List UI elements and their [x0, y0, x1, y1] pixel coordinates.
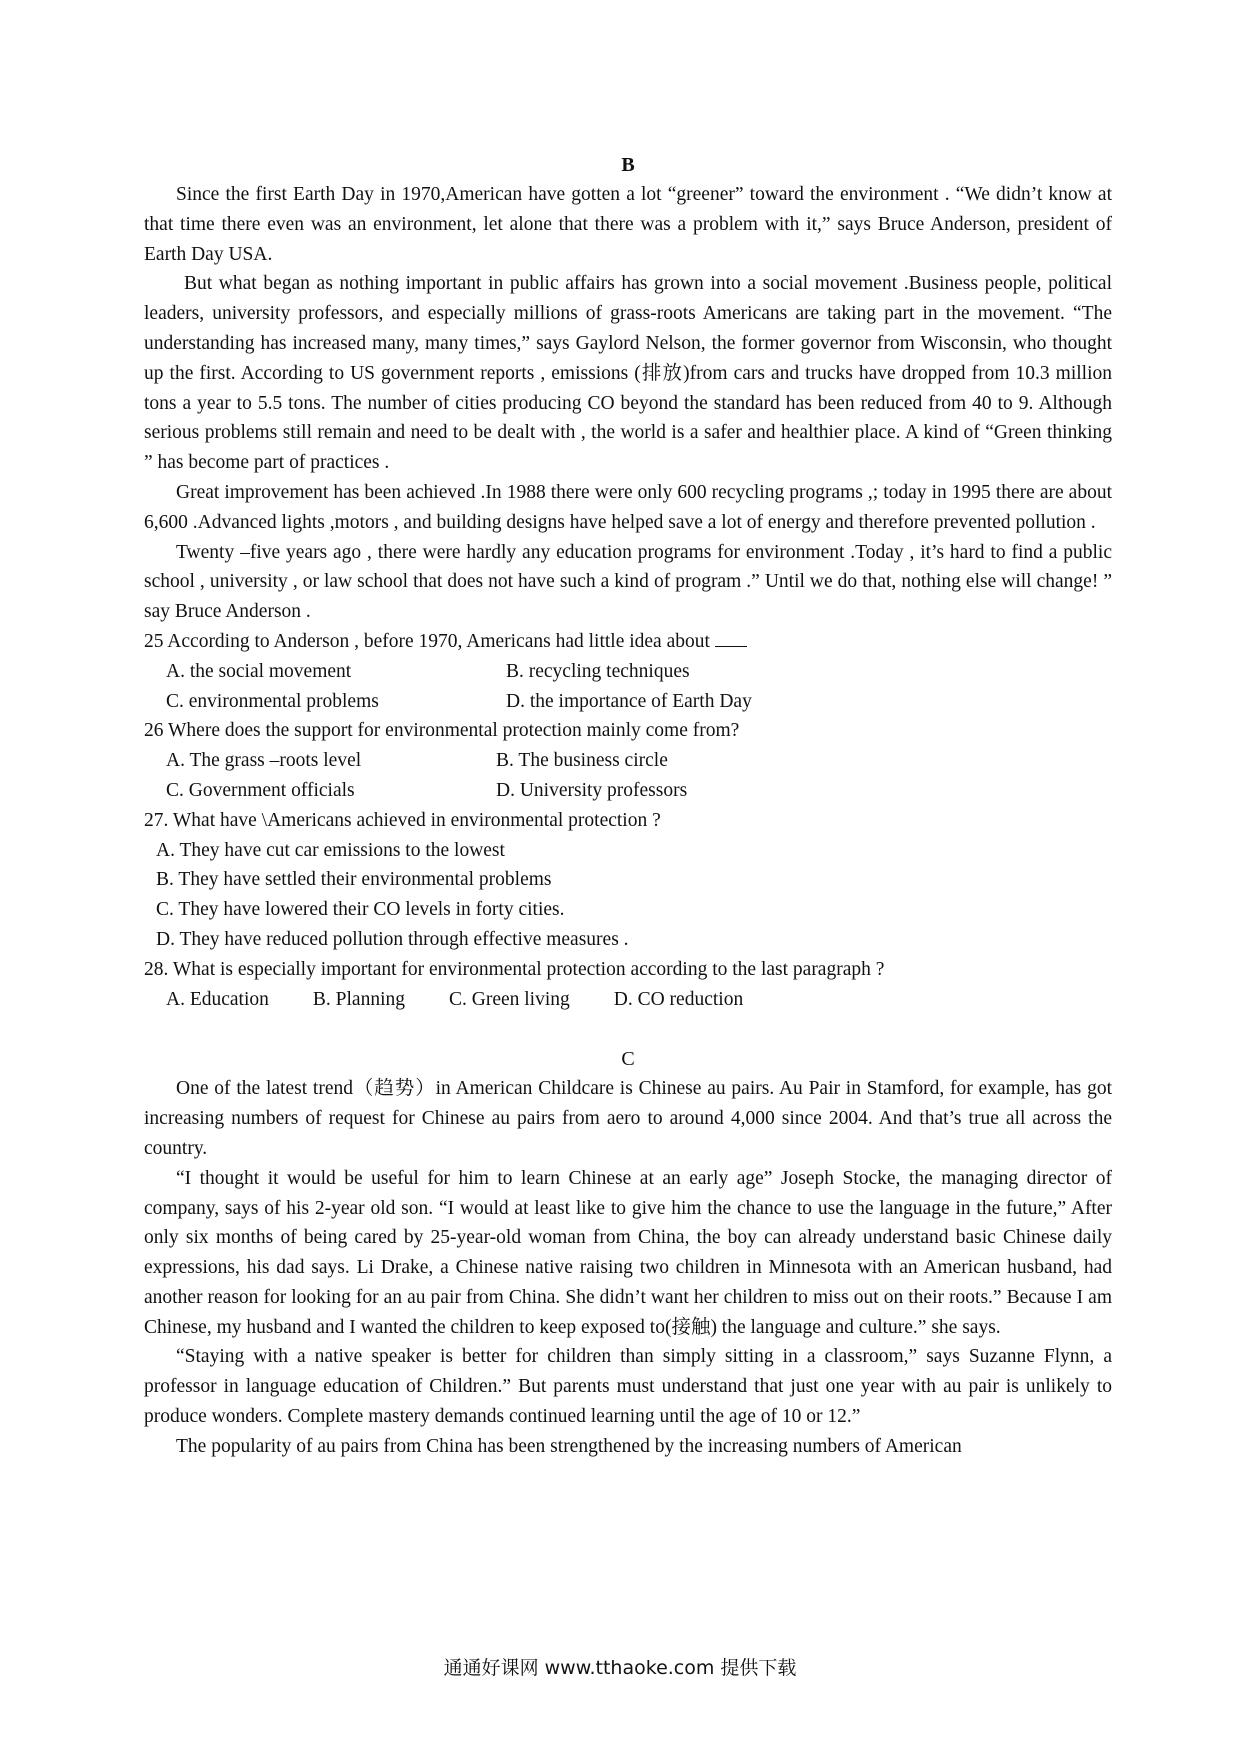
answer-blank — [715, 628, 747, 647]
option-c: C. environmental problems — [166, 690, 379, 712]
section-c-paragraph-1: One of the latest trend（趋势）in American Childcare is Chinese au pairs. Au Pair in Stamford, for example, has got increasing numbers of request for Chinese au pairs from aero to around 4,000 since 2004. And that’s true all across the country. — [144, 1078, 1112, 1159]
section-b-heading: B — [621, 154, 635, 176]
option-a: A. Education — [166, 988, 269, 1010]
option-d: D. They have reduced pollution through effective measures . — [156, 928, 629, 950]
option-a: A. They have cut car emissions to the lowest — [156, 839, 505, 861]
section-b-paragraph-1: Since the first Earth Day in 1970,American have gotten a lot “greener” toward the environment . “We didn’t know at that time there even was an environment, let alone that there was a problem with it,” says Bruce Anderson, president of Earth Day USA. — [144, 184, 1112, 265]
section-c-paragraph-2: “I thought it would be useful for him to learn Chinese at an early age” Joseph Stocke, the managing director of company, says of his 2-year old son. “I would at least like to give him the chance to use the language in the future,” After only six months of being cared by 25-year-old woman from China, the boy can already understand basic Chinese daily expressions, his dad says. Li Drake, a Chinese native raising two children in Minnesota with an American husband, had another reason for looking for an au pair from China. She didn’t want her children to miss out on their roots.” Because I am Chinese, my husband and I wanted the children to keep exposed to(接触) the language and culture.” she says. — [144, 1167, 1112, 1338]
question-28-stem: 28. What is especially important for environmental protection according to the last paragraph ? — [144, 958, 885, 980]
question-28-options — [144, 985, 1112, 1015]
option-c: C. Government officials — [166, 779, 355, 801]
option-d: D. University professors — [496, 779, 688, 801]
question-26-stem: 26 Where does the support for environmental protection mainly come from? — [144, 720, 740, 742]
option-d: D. the importance of Earth Day — [506, 690, 752, 712]
option-c: C. Green living — [448, 988, 570, 1010]
section-b-paragraph-4: Twenty –five years ago , there were hardly any education programs for environment .Today , it’s hard to find a public school , university , or law school that does not have such a kind of program .” Until we do that, nothing else will change! ” say Bruce Anderson . — [144, 541, 1112, 623]
question-26-options-row-1 — [144, 746, 1112, 776]
question-25-options-row-2 — [144, 687, 1112, 717]
option-b: B. The business circle — [496, 750, 668, 772]
section-c-paragraph-3: “Staying with a native speaker is better for children than simply sitting in a classroom,” says Suzanne Flynn, a professor in language education of Children.” But parents must understand that just one year with au pair is unlikely to produce wonders. Complete mastery demands continued learning until the age of 10 or 12.” — [144, 1346, 1112, 1428]
question-25-options-row-1 — [144, 657, 1112, 687]
question-25 — [144, 627, 1112, 657]
option-d: D. CO reduction — [613, 988, 744, 1010]
section-c-paragraph-4: The popularity of au pairs from China has been strengthened by the increasing numbers of American — [176, 1435, 962, 1457]
option-b: B. They have settled their environmental problems — [156, 869, 552, 891]
section-b-paragraph-3: Great improvement has been achieved .In 1988 there were only 600 recycling programs ,; today in 1995 there are about 6,600 .Advanced lights ,motors , and building designs have helped save a lot of energy and therefore prevented pollution . — [144, 481, 1112, 533]
footer-source-text: 通通好课网 www.tthaoke.com 提供下载 — [443, 1657, 797, 1679]
option-a: A. The grass –roots level — [166, 750, 362, 772]
option-a: A. the social movement — [166, 660, 352, 682]
option-b: B. Planning — [312, 988, 405, 1010]
option-c: C. They have lowered their CO levels in forty cities. — [156, 899, 565, 921]
question-25-stem: 25 According to Anderson , before 1970, Americans had little idea about — [144, 630, 710, 652]
section-c-heading: C — [621, 1048, 635, 1071]
question-27-stem: 27. What have \Americans achieved in environmental protection ? — [144, 809, 661, 831]
section-b-paragraph-2: But what began as nothing important in public affairs has grown into a social movement .Business people, political leaders, university professors, and especially millions of grass-roots Americans are taking part in the movement. “The understanding has increased many, many times,” says Gaylord Nelson, the former governor from Wisconsin, who thought up the first. According to US government reports , emissions (排放)from cars and trucks have dropped from 10.3 million tons a year to 5.5 tons. The number of cities producing CO beyond the standard has been reduced from 40 to 9. Although serious problems still remain and need to be dealt with , the world is a safer and healthier place. A kind of “Green thinking ” has become part of practices . — [144, 273, 1112, 474]
question-26-options-row-2 — [144, 776, 1112, 806]
option-b: B. recycling techniques — [506, 660, 690, 682]
exam-page — [144, 150, 1112, 1462]
